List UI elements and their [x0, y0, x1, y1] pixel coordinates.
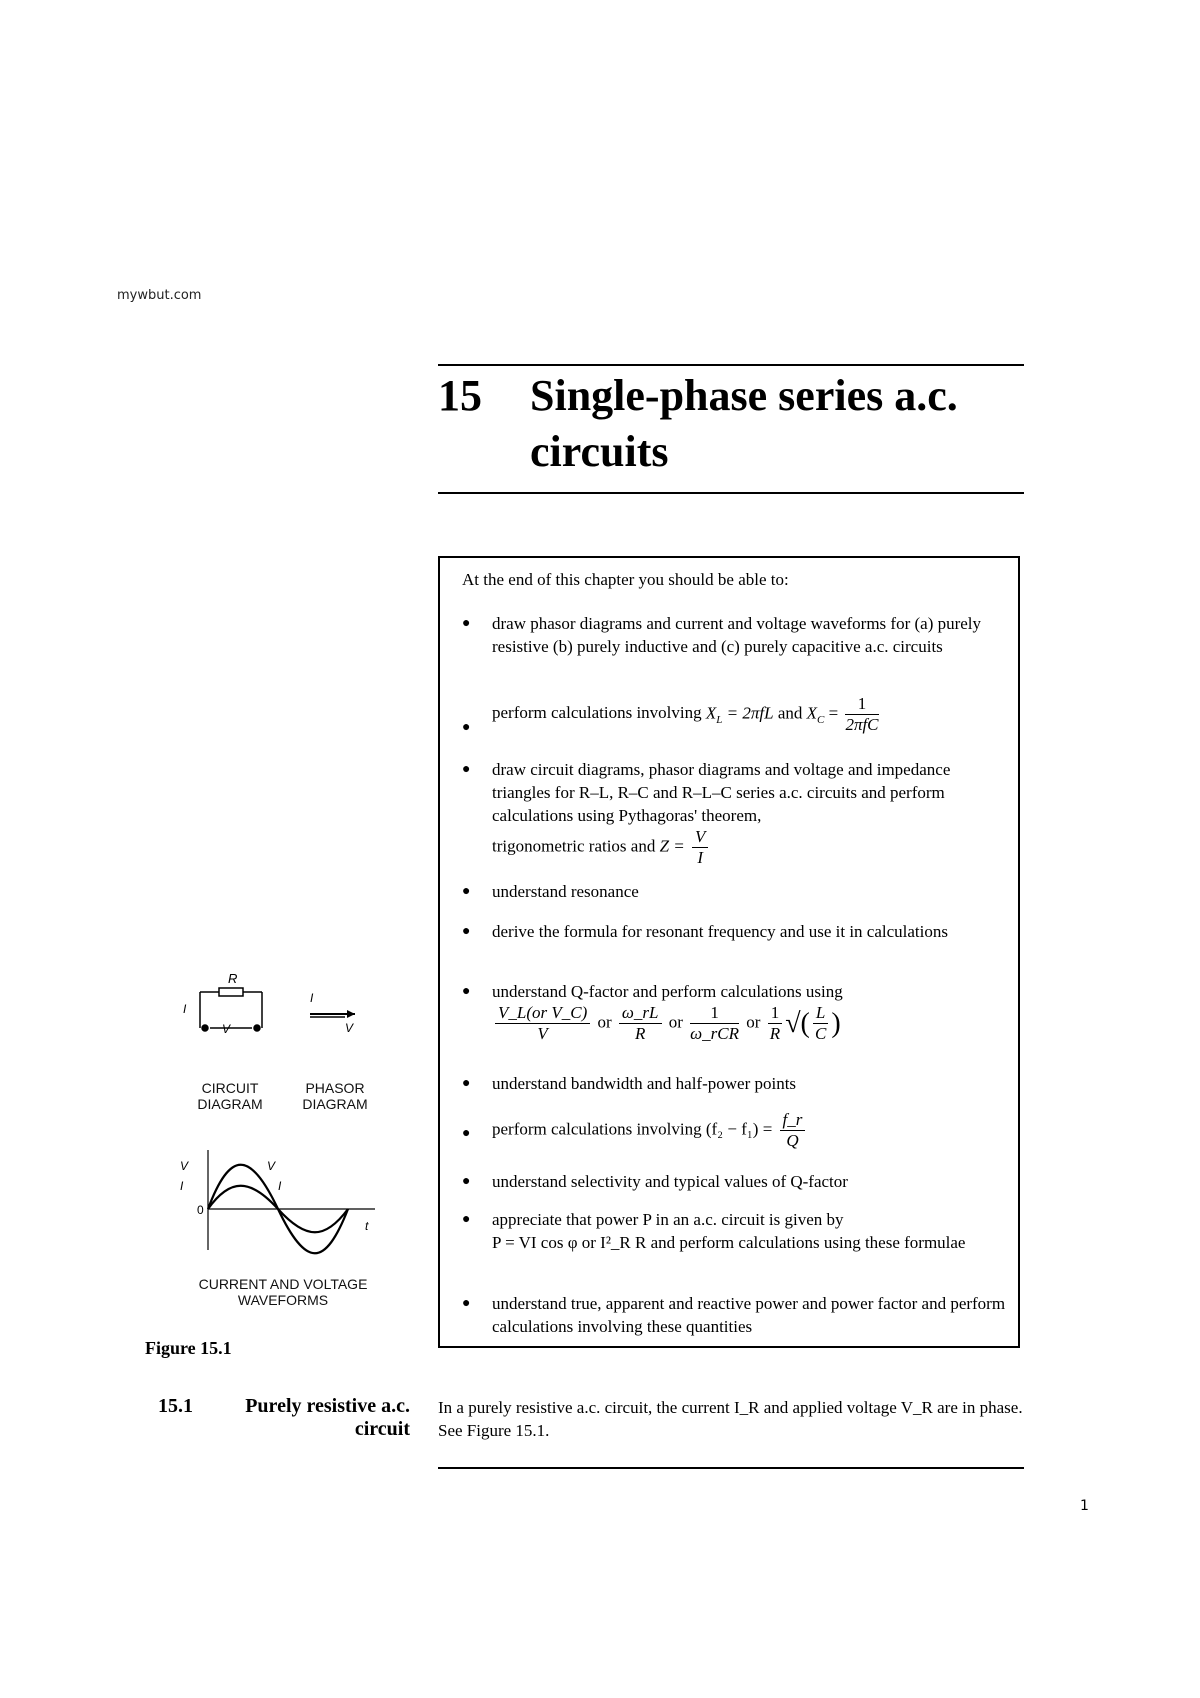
objective-text: perform calculations involving $X_L = 2\pi fL$ and $X_C$ = $\frac{1}{\text{2πfC}}$	[492, 694, 879, 734]
current-voltage-waveforms	[175, 1140, 395, 1260]
svg-text:t: t	[365, 1219, 369, 1233]
section-body: In a purely resistive a.c. circuit, the current I_R and applied voltage V_R are in phase. See Figure 15.1.	[438, 1398, 1023, 1440]
bullet-icon: ●	[462, 762, 471, 777]
objective-text: appreciate that power P in an a.c. circuit is given by P = VI cos φ or I²_R R and perform calculations using these formulae	[492, 1210, 966, 1252]
section-title: Purely resistive a.c. circuit	[245, 1395, 410, 1440]
objective-text: understand bandwidth and half-power points	[492, 1074, 797, 1093]
bullet-icon: ●	[462, 984, 471, 999]
circuit-diagram-label: CIRCUIT DIAGRAM	[197, 1080, 263, 1112]
bottom-rule	[438, 1467, 1024, 1469]
svg-text:V: V	[222, 1022, 231, 1036]
svg-text:R: R	[228, 971, 238, 986]
svg-text:I: I	[310, 991, 314, 1005]
svg-text:V: V	[180, 1159, 189, 1173]
circuit-and-phasor-diagram	[175, 970, 395, 1060]
sqrt-icon: √(	[785, 1008, 810, 1039]
svg-text:0: 0	[197, 1203, 204, 1217]
objective-text: draw circuit diagrams, phasor diagrams and voltage and impedance triangles for R–L, R–C and R–L–C series a.c. circuits and perform calculations using Pythagoras' theorem, trigonometric ratios and Z = $\frac{V}{I}$	[492, 760, 951, 867]
svg-text:V: V	[345, 1021, 354, 1035]
bullet-icon: ●	[462, 616, 471, 631]
svg-text:V: V	[267, 1159, 276, 1173]
objective-text: understand true, apparent and reactive power and power factor and perform calculations involving these quantities	[492, 1294, 1006, 1336]
bullet-icon: ●	[462, 1296, 471, 1311]
chapter-title: Single-phase series a.c. circuits	[530, 371, 958, 476]
figure-caption: Figure 15.1	[145, 1338, 232, 1358]
objective-text: understand Q-factor and perform calculations using $\frac{\text{V\_L(or V\_C)}}{V}$ or $\frac{\omega\_rL}{R}$ or $\frac{1}{\text{ω\_rCR}}$ or $\frac{1}{R}$ √( $\frac{L}{C}$ )	[492, 982, 843, 1043]
page-number: 1	[1080, 1498, 1089, 1514]
bullet-icon: ●	[462, 884, 471, 899]
watermark: mywbut.com	[117, 288, 202, 303]
objective-text: understand selectivity and typical values of Q-factor	[492, 1172, 848, 1191]
objective-text: perform calculations involving (f₂ − f₁) = $\frac{f\_r}{Q}$	[492, 1110, 1012, 1151]
bullet-icon: ●	[462, 1076, 471, 1091]
objective-text: understand resonance	[492, 882, 639, 901]
resistor-symbol	[219, 988, 243, 996]
title-bottom-rule	[438, 492, 1024, 494]
top-rule	[438, 364, 1024, 366]
phasor-diagram-label: PHASOR DIAGRAM	[302, 1080, 368, 1112]
objective-text: derive the formula for resonant frequency and use it in calculations	[492, 922, 948, 941]
section-number: 15.1	[158, 1395, 193, 1417]
svg-text:I: I	[183, 1002, 187, 1016]
svg-text:I: I	[278, 1179, 282, 1193]
bullet-icon: ●	[462, 720, 471, 735]
bullet-icon: ●	[462, 1212, 471, 1227]
bullet-icon: ●	[462, 1174, 471, 1189]
svg-text:I: I	[180, 1179, 184, 1193]
objectives-intro: At the end of this chapter you should be able to:	[462, 570, 789, 589]
waveforms-label: CURRENT AND VOLTAGE WAVEFORMS	[198, 1276, 368, 1308]
bullet-icon: ●	[462, 924, 471, 939]
chapter-number: 15	[438, 371, 482, 420]
bullet-icon: ●	[462, 1126, 471, 1141]
objective-text: draw phasor diagrams and current and voltage waveforms for (a) purely resistive (b) purely inductive and (c) purely capacitive a.c. circuits	[492, 614, 982, 656]
